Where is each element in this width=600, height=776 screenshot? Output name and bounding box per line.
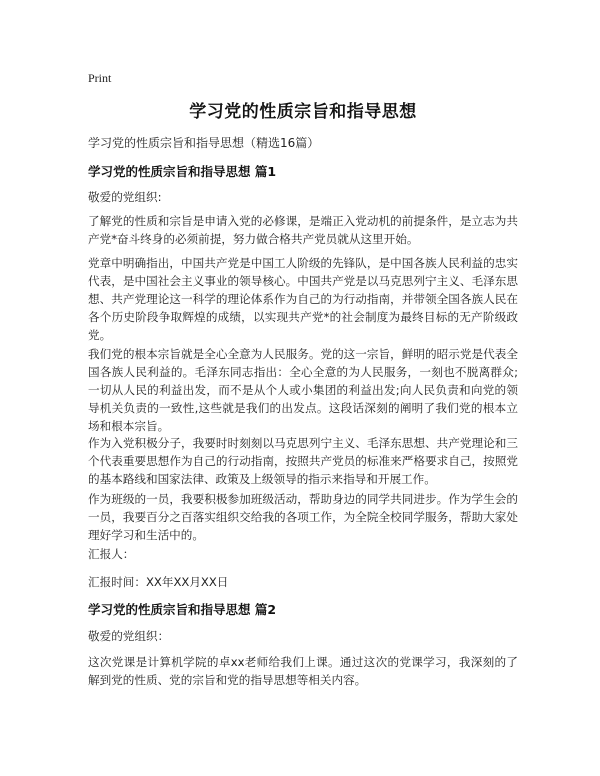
section-1-heading: 学习党的性质宗旨和指导思想 篇1 bbox=[88, 164, 277, 179]
section-2-paragraph-1: 这次党课是计算机学院的卓xx老师给我们上课。通过这次的党课学习，我深刻的了解到党的性质、党的宗旨和党的指导思想等相关内容。 bbox=[88, 655, 518, 687]
report-time: 汇报时间：XX年XX月XX日 bbox=[88, 575, 229, 589]
section-2-heading: 学习党的性质宗旨和指导思想 篇2 bbox=[88, 602, 277, 617]
section-1-paragraph-4: 作为入党积极分子，我要时时刻刻以马克思列宁主义、毛泽东思想、共产党理论和三个代表重要思想作为自己的行动指南，按照共产党员的标准来严格要求自己，按照党的基本路线和国家法律、政策及上级领导的指示来指导和开展工作。 bbox=[88, 436, 518, 486]
reporter-label: 汇报人： bbox=[88, 547, 135, 561]
section-2-salutation: 敬爱的党组织： bbox=[88, 629, 170, 643]
print-label[interactable]: Print bbox=[88, 71, 112, 85]
section-1-paragraph-3: 我们党的根本宗旨就是全心全意为人民服务。党的这一宗旨，鲜明的昭示党是代表全国各族人民利益的。毛泽东同志指出：全心全意的为人民服务，一刻也不脱离群众;一切从人民的利益出发，而不是从个人或小集团的利益出发;向人民负责和向党的领导机关负责的一致性,这些就是我们的出发点。这段话深刻的阐明了我们党的根本立场和根本宗旨。 bbox=[88, 347, 518, 433]
section-1-paragraph-1: 了解党的性质和宗旨是申请入党的必修课，是端正入党动机的前提条件，是立志为共产党*奋斗终身的必须前提，努力做合格共产党员就从这里开始。 bbox=[88, 214, 518, 246]
section-1-paragraph-5: 作为班级的一员，我要积极参加班级活动，帮助身边的同学共同进步。作为学生会的一员，我要百分之百落实组织交给我的各项工作，为全院全校同学服务，帮助大家处理好学习和生活中的。 bbox=[88, 492, 518, 542]
section-1-paragraph-2: 党章中明确指出，中国共产党是中国工人阶级的先锋队，是中国各族人民利益的忠实代表，是中国社会主义事业的领导核心。中国共产党是以马克思列宁主义、毛泽东思想、共产党理论这一科学的理论体系作为自己的为行动指南，并带领全国各族人民在各个历史阶段争取辉煌的成绩，以实现共产党*的社会制度为最终目标的无产阶级政党。 bbox=[88, 256, 518, 342]
document-title: 学习党的性质宗旨和指导思想 bbox=[189, 102, 417, 122]
section-1-salutation: 敬爱的党组织: bbox=[88, 190, 162, 204]
document-subtitle: 学习党的性质宗旨和指导思想（精选16篇） bbox=[88, 136, 320, 150]
